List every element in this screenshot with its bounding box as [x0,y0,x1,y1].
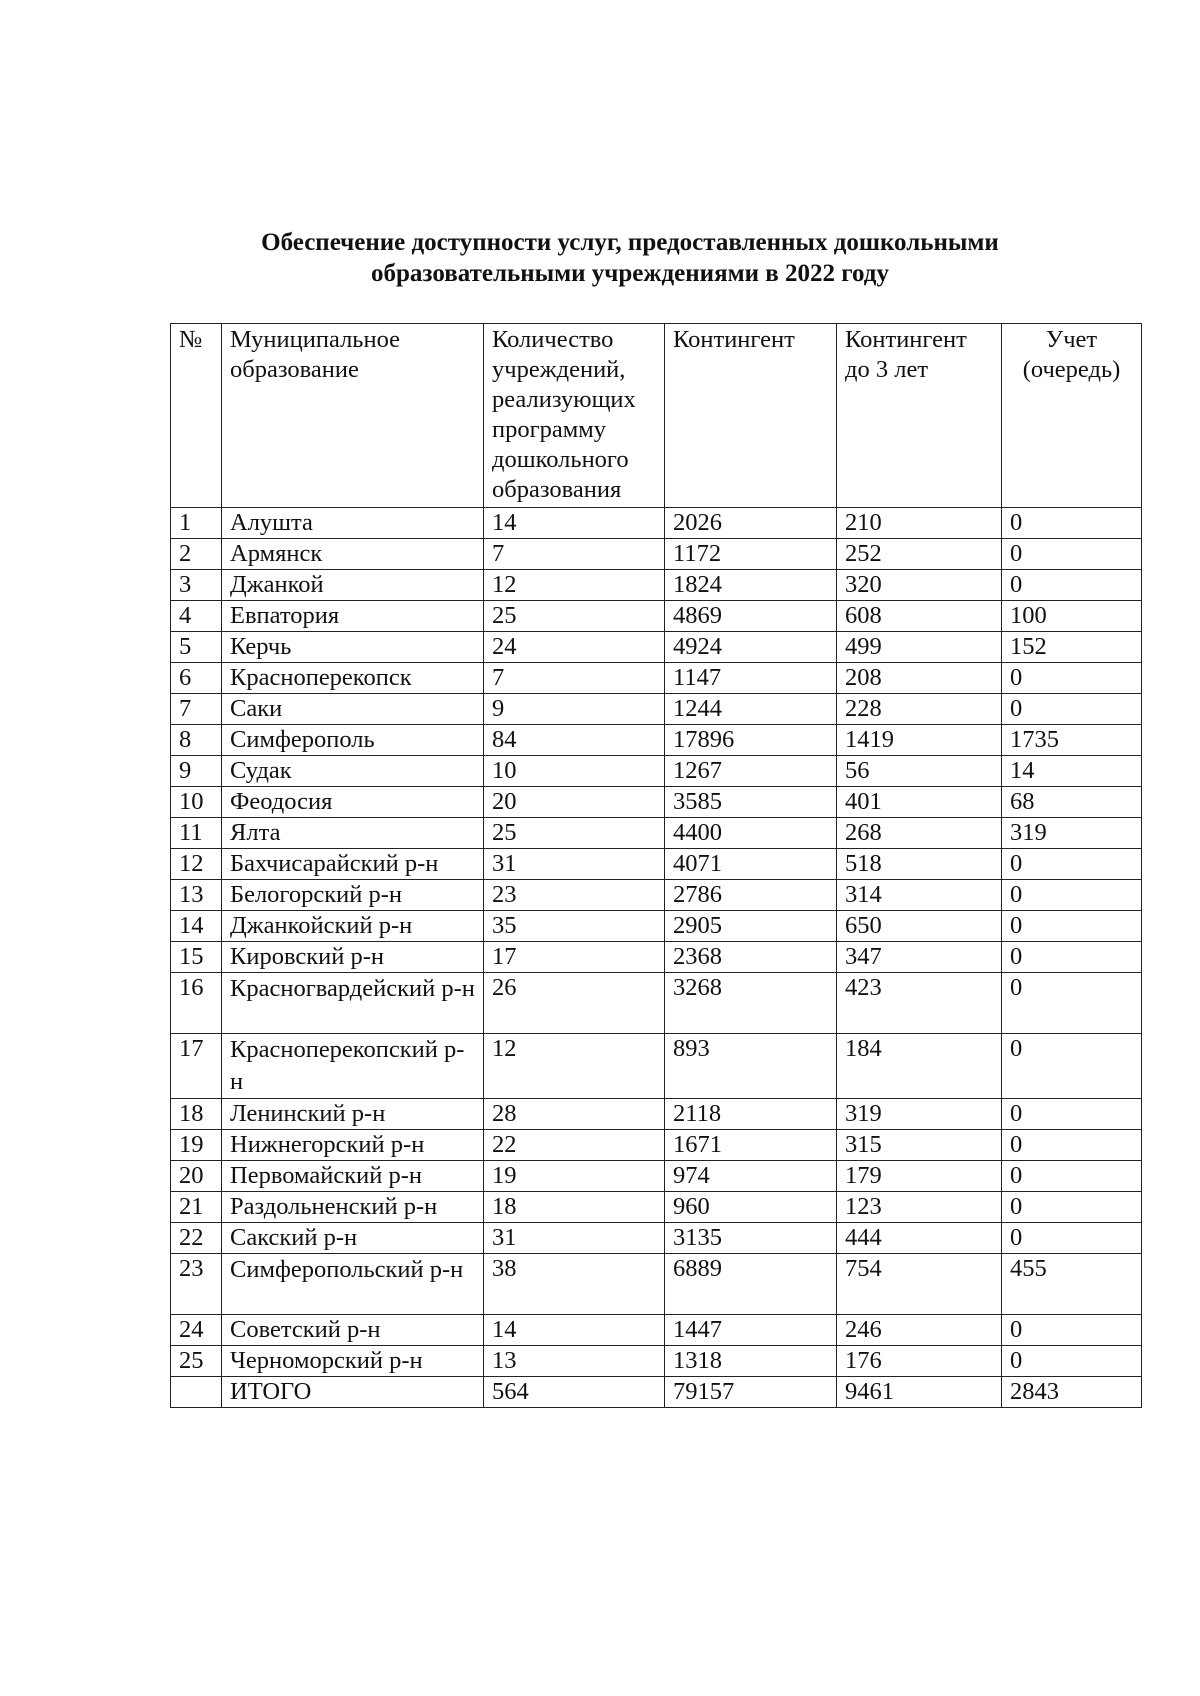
cell-institutions: 38 [484,1254,665,1315]
cell-contingent: 1172 [665,539,837,570]
table-row [171,818,1142,849]
table-row [171,1346,1142,1377]
cell-contingent: 1267 [665,756,837,787]
cell-institutions: 7 [484,539,665,570]
table-row [171,973,1142,1034]
cell-contingent-under3: 314 [837,880,1002,911]
cell-contingent-under3: 179 [837,1161,1002,1192]
cell-num: 21 [171,1192,222,1223]
table-row [171,1130,1142,1161]
cell-contingent: 3135 [665,1223,837,1254]
cell-queue: 0 [1002,1346,1142,1377]
cell-contingent: 4924 [665,632,837,663]
cell-queue: 152 [1002,632,1142,663]
cell-municipality: ИТОГО [222,1377,484,1408]
cell-institutions: 25 [484,818,665,849]
cell-institutions: 23 [484,880,665,911]
cell-contingent: 3268 [665,973,837,1034]
cell-queue: 0 [1002,973,1142,1034]
cell-institutions: 17 [484,942,665,973]
cell-num [171,1377,222,1408]
table-row [171,632,1142,663]
cell-queue: 0 [1002,663,1142,694]
cell-num: 5 [171,632,222,663]
table-row [171,694,1142,725]
cell-contingent-under3: 268 [837,818,1002,849]
cell-num: 1 [171,508,222,539]
table-row [171,849,1142,880]
table-row [171,911,1142,942]
cell-contingent-under3: 423 [837,973,1002,1034]
cell-municipality: Советский р-н [222,1315,484,1346]
cell-num: 4 [171,601,222,632]
cell-municipality: Армянск [222,539,484,570]
cell-num: 24 [171,1315,222,1346]
cell-contingent-under3: 499 [837,632,1002,663]
cell-queue: 319 [1002,818,1142,849]
cell-contingent: 1244 [665,694,837,725]
document-title [150,227,1110,289]
cell-contingent-under3: 252 [837,539,1002,570]
cell-institutions: 9 [484,694,665,725]
cell-contingent: 1447 [665,1315,837,1346]
table-row [171,570,1142,601]
cell-num: 3 [171,570,222,601]
cell-contingent: 893 [665,1034,837,1099]
header-municipality: Муниципальное образование [222,324,484,508]
cell-queue: 0 [1002,1315,1142,1346]
cell-queue: 0 [1002,942,1142,973]
cell-contingent-under3: 246 [837,1315,1002,1346]
cell-contingent-under3: 176 [837,1346,1002,1377]
cell-municipality: Раздольненский р-н [222,1192,484,1223]
cell-municipality: Саки [222,694,484,725]
cell-contingent: 2368 [665,942,837,973]
cell-contingent-under3: 608 [837,601,1002,632]
cell-institutions: 12 [484,570,665,601]
cell-contingent: 4869 [665,601,837,632]
table-row [171,1161,1142,1192]
cell-num: 18 [171,1099,222,1130]
cell-municipality: Кировский р-н [222,942,484,973]
cell-contingent-under3: 518 [837,849,1002,880]
cell-contingent-under3: 9461 [837,1377,1002,1408]
cell-contingent: 17896 [665,725,837,756]
table-row [171,663,1142,694]
table-row [171,539,1142,570]
cell-contingent-under3: 319 [837,1099,1002,1130]
cell-contingent-under3: 754 [837,1254,1002,1315]
cell-contingent: 1318 [665,1346,837,1377]
table-row [171,725,1142,756]
table-row [171,508,1142,539]
cell-contingent-under3: 1419 [837,725,1002,756]
cell-queue: 2843 [1002,1377,1142,1408]
cell-municipality: Джанкойский р-н [222,911,484,942]
cell-contingent: 2905 [665,911,837,942]
cell-contingent-under3: 650 [837,911,1002,942]
cell-num: 14 [171,911,222,942]
cell-num: 16 [171,973,222,1034]
cell-institutions: 31 [484,849,665,880]
cell-contingent: 6889 [665,1254,837,1315]
header-institutions: Количество учреждений, реализующих программу дошкольного образования [484,324,665,508]
cell-contingent-under3: 444 [837,1223,1002,1254]
cell-contingent-under3: 56 [837,756,1002,787]
cell-institutions: 13 [484,1346,665,1377]
cell-queue: 0 [1002,880,1142,911]
cell-institutions: 7 [484,663,665,694]
table-body [171,508,1142,1408]
cell-contingent-under3: 123 [837,1192,1002,1223]
cell-municipality: Симферополь [222,725,484,756]
cell-num: 22 [171,1223,222,1254]
cell-institutions: 18 [484,1192,665,1223]
cell-contingent: 4400 [665,818,837,849]
cell-municipality: Красноперекопск [222,663,484,694]
cell-municipality: Белогорский р-н [222,880,484,911]
table-header-row [171,324,1142,508]
cell-queue: 100 [1002,601,1142,632]
cell-municipality: Судак [222,756,484,787]
cell-contingent-under3: 208 [837,663,1002,694]
table-row [171,942,1142,973]
header-num: № [171,324,222,508]
cell-queue: 0 [1002,1161,1142,1192]
cell-num: 20 [171,1161,222,1192]
cell-contingent: 4071 [665,849,837,880]
cell-institutions: 22 [484,1130,665,1161]
cell-municipality: Черноморский р-н [222,1346,484,1377]
cell-municipality: Джанкой [222,570,484,601]
cell-contingent: 3585 [665,787,837,818]
cell-num: 8 [171,725,222,756]
cell-contingent-under3: 184 [837,1034,1002,1099]
cell-contingent: 1147 [665,663,837,694]
cell-contingent-under3: 401 [837,787,1002,818]
cell-institutions: 26 [484,973,665,1034]
cell-municipality: Сакский р-н [222,1223,484,1254]
cell-contingent-under3: 210 [837,508,1002,539]
cell-num: 10 [171,787,222,818]
table-row [171,601,1142,632]
cell-contingent: 1824 [665,570,837,601]
cell-num: 12 [171,849,222,880]
title-line-1: Обеспечение доступности услуг, предоставленных дошкольными [261,229,999,256]
cell-contingent-under3: 320 [837,570,1002,601]
cell-institutions: 25 [484,601,665,632]
cell-municipality: Нижнегорский р-н [222,1130,484,1161]
cell-num: 17 [171,1034,222,1099]
header-contingent-under3: Контингент до 3 лет [837,324,1002,508]
cell-municipality: Первомайский р-н [222,1161,484,1192]
cell-queue: 1735 [1002,725,1142,756]
cell-queue: 455 [1002,1254,1142,1315]
cell-queue: 0 [1002,849,1142,880]
cell-num: 2 [171,539,222,570]
cell-num: 15 [171,942,222,973]
header-queue: Учет (очередь) [1002,324,1142,508]
cell-contingent-under3: 228 [837,694,1002,725]
cell-contingent-under3: 315 [837,1130,1002,1161]
cell-contingent: 2118 [665,1099,837,1130]
cell-municipality: Керчь [222,632,484,663]
cell-contingent-under3: 347 [837,942,1002,973]
cell-contingent: 1671 [665,1130,837,1161]
cell-num: 6 [171,663,222,694]
cell-queue: 0 [1002,911,1142,942]
cell-queue: 0 [1002,1034,1142,1099]
cell-municipality: Красноперекопский р-н [222,1034,484,1099]
table-row [171,1192,1142,1223]
cell-queue: 0 [1002,1192,1142,1223]
cell-institutions: 35 [484,911,665,942]
header-contingent: Контингент [665,324,837,508]
cell-queue: 68 [1002,787,1142,818]
cell-institutions: 10 [484,756,665,787]
cell-queue: 0 [1002,539,1142,570]
cell-municipality: Евпатория [222,601,484,632]
cell-contingent: 974 [665,1161,837,1192]
cell-queue: 0 [1002,508,1142,539]
cell-municipality: Феодосия [222,787,484,818]
cell-contingent: 2786 [665,880,837,911]
cell-num: 23 [171,1254,222,1315]
cell-institutions: 31 [484,1223,665,1254]
cell-institutions: 564 [484,1377,665,1408]
cell-queue: 0 [1002,694,1142,725]
cell-municipality: Ленинский р-н [222,1099,484,1130]
cell-contingent: 79157 [665,1377,837,1408]
table-row [171,1254,1142,1315]
cell-institutions: 12 [484,1034,665,1099]
cell-contingent: 960 [665,1192,837,1223]
title-line-2: образовательными учреждениями в 2022 году [371,260,889,287]
cell-institutions: 28 [484,1099,665,1130]
cell-municipality: Ялта [222,818,484,849]
cell-num: 9 [171,756,222,787]
cell-num: 7 [171,694,222,725]
table-row [171,1315,1142,1346]
cell-municipality: Алушта [222,508,484,539]
table-row [171,787,1142,818]
cell-institutions: 14 [484,508,665,539]
cell-municipality: Красногвардейский р-н [222,973,484,1034]
cell-queue: 0 [1002,1223,1142,1254]
cell-contingent: 2026 [665,508,837,539]
cell-institutions: 19 [484,1161,665,1192]
cell-municipality: Бахчисарайский р-н [222,849,484,880]
table-row [171,1099,1142,1130]
cell-institutions: 84 [484,725,665,756]
table-row [171,756,1142,787]
cell-num: 11 [171,818,222,849]
cell-institutions: 20 [484,787,665,818]
cell-num: 25 [171,1346,222,1377]
cell-num: 13 [171,880,222,911]
cell-municipality: Симферопольский р-н [222,1254,484,1315]
cell-institutions: 14 [484,1315,665,1346]
cell-queue: 14 [1002,756,1142,787]
cell-queue: 0 [1002,1099,1142,1130]
statistics-table [170,323,1142,1408]
cell-queue: 0 [1002,1130,1142,1161]
table-row [171,1223,1142,1254]
table-row [171,1034,1142,1099]
table-row [171,880,1142,911]
cell-queue: 0 [1002,570,1142,601]
table-total-row [171,1377,1142,1408]
cell-institutions: 24 [484,632,665,663]
cell-num: 19 [171,1130,222,1161]
